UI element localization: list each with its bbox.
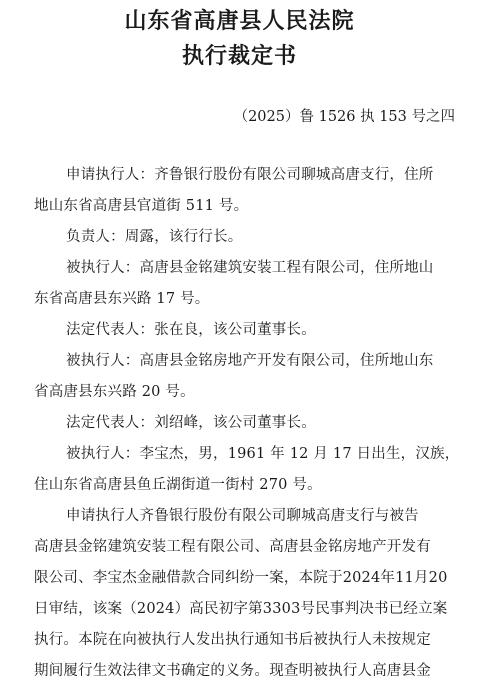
case-paragraph-line-2: 高唐县金铭建筑安装工程有限公司、高唐县金铭房地产开发有	[34, 539, 431, 555]
case-paragraph-line-5: 执行。本院在向被执行人发出执行通知书后被执行人未按规定	[34, 632, 431, 648]
case-paragraph-line-4: 日审结，该案（2024）高民初字第3303号民事判决书已经立案	[34, 601, 448, 617]
case-paragraph-line-6: 期间履行生效法律文书确定的义务。现查明被执行人高唐县金	[34, 663, 431, 679]
case-number: （2025）鲁 1526 执 153 号之四	[233, 109, 455, 125]
document-type-title: 执行裁定书	[181, 43, 297, 69]
responsible-person-line: 负责人：周露，该行行长。	[66, 229, 243, 245]
respondent-3-line-1: 被执行人：李宝杰，男，1961 年 12 月 17 日出生，汉族，	[66, 446, 460, 462]
case-paragraph-line-1: 申请执行人齐鲁银行股份有限公司聊城高唐支行与被告	[66, 508, 419, 524]
applicant-line-1: 申请执行人：齐鲁银行股份有限公司聊城高唐支行，住所	[66, 167, 434, 183]
legal-rep-2-line: 法定代表人：刘绍峰，该公司董事长。	[66, 415, 316, 431]
respondent-2-line-2: 省高唐县东兴路 20 号。	[34, 384, 195, 400]
case-paragraph-line-3: 限公司、李宝杰金融借款合同纠纷一案，本院于2024年11月20	[34, 570, 448, 586]
applicant-line-2: 地山东省高唐县官道街 511 号。	[34, 198, 249, 214]
respondent-1-line-1: 被执行人：高唐县金铭建筑安装工程有限公司，住所地山	[66, 260, 434, 276]
respondent-2-line-1: 被执行人：高唐县金铭房地产开发有限公司，住所地山东	[66, 353, 434, 369]
respondent-3-line-2: 住山东省高唐县鱼丘湖街道一街村 270 号。	[34, 477, 322, 493]
court-name: 山东省高唐县人民法院	[124, 8, 355, 34]
legal-rep-1-line: 法定代表人：张在良，该公司董事长。	[66, 322, 316, 338]
respondent-1-line-2: 东省高唐县东兴路 17 号。	[34, 291, 210, 307]
